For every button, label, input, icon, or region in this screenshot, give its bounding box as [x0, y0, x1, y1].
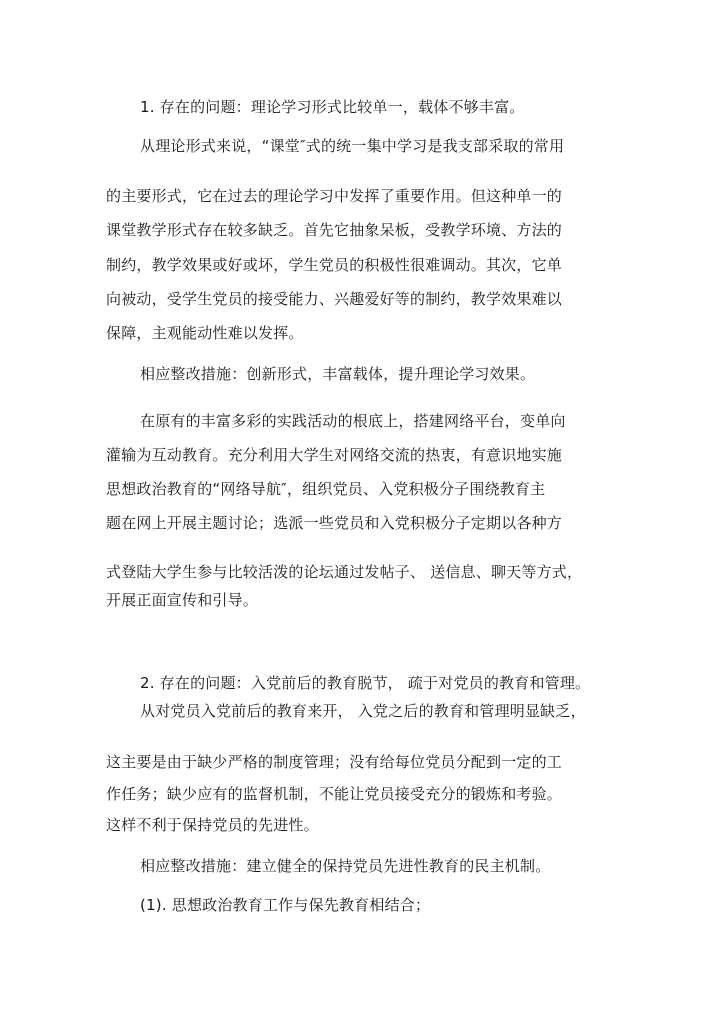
section-2-para-1-line-1: 从对党员入党前后的教育来开， 入党之后的教育和管理明显缺乏， — [140, 702, 586, 720]
section-2-measures: 相应整改措施：建立健全的保持党员先进性教育的民主机制。 — [140, 857, 551, 875]
section-1-para-2-line-4: 题在网上开展主题讨论；选派一些党员和入党积极分子定期以各种方 — [106, 514, 563, 532]
section-1-para-1-line-3: 课堂教学形式存在较多缺乏。首先它抽象呆板，受教学环境、方法的 — [106, 221, 563, 239]
section-1-para-1-line-4: 制约，教学效果或好或坏，学生党员的积极性很难调动。其次，它单 — [106, 256, 563, 274]
section-2-para-1-line-2: 这主要是由于缺少严格的制度管理；没有给每位党员分配到一定的工 — [106, 753, 563, 771]
section-2-heading: 2. 存在的问题：入党前后的教育脱节， 疏于对党员的教育和管理。 — [140, 674, 591, 692]
section-2-para-1-line-4: 这样不利于保持党员的先进性。 — [106, 816, 319, 834]
section-1-para-2-line-5: 式登陆大学生参与比较活泼的论坛通过发帖子、 送信息、聊天等方式， — [106, 563, 583, 581]
section-2-para-1-line-3: 作任务；缺少应有的监督机制，不能让党员接受充分的锻炼和考验。 — [106, 785, 563, 803]
section-1-para-1-line-2: 的主要形式，它在过去的理论学习中发挥了重要作用。但这种单一的 — [106, 187, 563, 205]
section-1-para-2-line-1: 在原有的丰富多彩的实践活动的根底上，搭建网络平台，变单向 — [140, 412, 566, 430]
section-1-measures: 相应整改措施：创新形式，丰富载体，提升理论学习效果。 — [140, 365, 536, 383]
section-1-para-1-line-1: 从理论形式来说，“课堂″式的统一集中学习是我支部采取的常用 — [140, 137, 565, 155]
section-1-heading: 1. 存在的问题：理论学习形式比较单一，载体不够丰富。 — [140, 98, 525, 116]
section-1-para-1-line-5: 向被动，受学生党员的接受能力、兴趣爱好等的制约，教学效果难以 — [106, 290, 563, 308]
section-1-para-2-line-2: 灌输为互动教育。充分利用大学生对网络交流的热衷，有意识地实施 — [106, 446, 563, 464]
section-1-para-2-line-6: 开展正面宣传和引导。 — [106, 591, 259, 609]
section-1-para-1-line-6: 保障，主观能动性难以发挥。 — [106, 324, 304, 342]
section-2-item-1: (1). 思想政治教育工作与保先教育相结合； — [140, 896, 431, 914]
section-1-para-2-line-3: 思想政治教育的“网络导航″，组织党员、入党积极分子围绕教育主 — [106, 480, 546, 498]
